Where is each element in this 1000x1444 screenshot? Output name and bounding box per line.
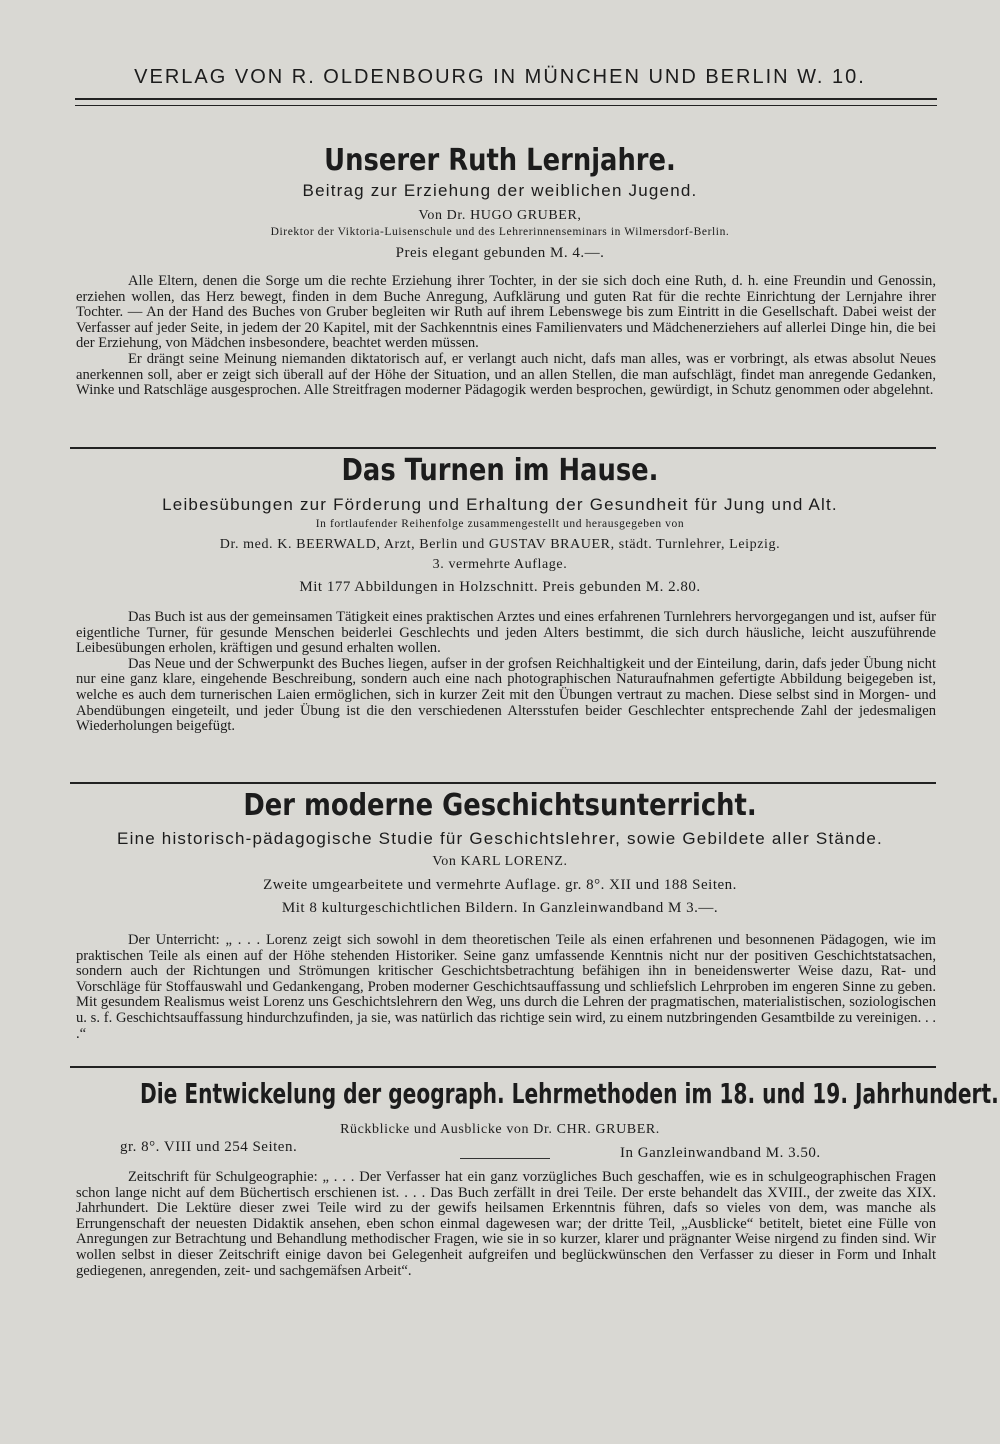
book1-paragraph: Alle Eltern, denen die Sorge um die rechte Erziehung ihrer Tochter, in der sie sich doch eine Ruth, d. h. eine Freundin und Genossin, erziehen wollen, das Herz bewegt, finden in dem Buche Anregung, Aufklärung und guten Rat für die rechte Einrichtung der Lernjahre ihrer Tochter. — An der Hand des Buches von Gruber begleiten wir Ruth auf ihrem Lebenswege bis zum Eintritt in die Gesellschaft. Dabei weist der Verfasser auf jeder Seite, in jedem der 20 Kapitel, mit der Sachkenntnis eines Familienvaters und Mädchenerziehers auf allerlei Dinge hin, die bei der Erziehung, von Mädchen insbesondere, beachtet werden müssen.: [76, 273, 936, 352]
book2-paragraph: Das Buch ist aus der gemeinsamen Tätigkeit eines praktischen Arztes und eines erfahrenen Turnlehrers hervorgegangen und ist, aufser für eigentliche Turner, für gesunde Menschen beiderlei Geschlechts und jeden Alters bestimmt, die sich durch häusliche, leicht auszuführende Leibesübungen erholen, kräftigen und gesund erhalten wollen.: [76, 609, 936, 657]
section-rule: [70, 1066, 936, 1068]
book1-price: Preis elegant gebunden M. 4.—.: [395, 245, 605, 261]
book2-description: [76, 610, 936, 735]
book3-price: Mit 8 kulturgeschichtlichen Bildern. In Ganzleinwandband M 3.—.: [281, 900, 719, 916]
book3-edition: Zweite umgearbeitete und vermehrte Auflage. gr. 8°. XII und 188 Seiten.: [263, 877, 737, 893]
publisher-header: VERLAG VON R. OLDENBOURG IN MÜNCHEN UND BERLIN W. 10.: [134, 66, 866, 88]
section-rule: [70, 447, 936, 449]
book1-subtitle: Beitrag zur Erziehung der weiblichen Jugend.: [302, 181, 698, 200]
book2-compiled-note: In fortlaufender Reihenfolge zusammengestellt und herausgegeben von: [315, 518, 685, 530]
book4-title: Die Entwickelung der geograph. Lehrmethoden im 18. und 19. Jahrhundert.: [140, 1077, 999, 1110]
book3-author: Von KARL LORENZ.: [432, 854, 568, 869]
book3-review: [76, 933, 936, 1042]
book3-title: Der moderne Geschichtsunterricht.: [243, 788, 757, 823]
section-rule: [70, 782, 936, 784]
book3-subtitle: Eine historisch-pädagogische Studie für Geschichtslehrer, sowie Gebildete aller Stände.: [117, 829, 883, 848]
book1-author-note: Direktor der Viktoria-Luisenschule und des Lehrerinnenseminars in Wilmersdorf-Berlin.: [270, 226, 730, 238]
book2-title: Das Turnen im Hause.: [341, 453, 659, 488]
book1-paragraph: Er drängt seine Meinung niemanden diktatorisch auf, er verlangt auch nicht, dafs man alles, was er vorbringt, als etwas absolut Neues anerkennen soll, aber er zeigt sich überall auf der Höhe der Situation, und an allen Stellen, die man aufschlägt, findet man anregende Gedanken, Winke und Ratschläge ausgesprochen. Alle Streitfragen moderner Pädagogik werden besprochen, gewürdigt, in Schutz genommen oder abgelehnt.: [76, 350, 936, 399]
book4-pages: gr. 8°. VIII und 254 Seiten.: [120, 1139, 298, 1155]
book2-paragraph: Das Neue und der Schwerpunkt des Buches liegen, aufser in der grofsen Reichhaltigkeit und der Einteilung, darin, dafs jeder Übung nicht nur eine ganz klare, eingehende Beschreibung, sondern auch eine nach photographischen Naturaufnahmen gefertigte Abbildung beigegeben ist, welche es auch dem turnerischen Laien ermöglichen, sich in kurzer Zeit mit den Übungen vertraut zu machen. Diese selbst sind in Morgen- und Abendübungen eingeteilt, und jeder Übung ist die den verschiedenen Altersstufen beider Geschlechter entsprechende Zahl der jedesmaligen Wiederholungen beigefügt.: [76, 655, 936, 735]
book2-authors: Dr. med. K. BEERWALD, Arzt, Berlin und GUSTAV BRAUER, städt. Turnlehrer, Leipzig.: [219, 537, 781, 552]
book4-review-text: Zeitschrift für Schulgeographie: „ . . . Der Verfasser hat ein ganz vorzügliches Buch geschaffen, wie es in schulgeographischen Fragen schon lange nicht auf dem Büchertisch erschienen ist. . . . Das Buch zerfällt in drei Teile. Der erste behandelt das XVIII., der zweite das XIX. Jahrhundert. Die Lektüre dieser zwei Teile wird zu der gewifs heilsamen Erkenntnis führen, dafs so vieles von dem, was manche als Errungenschaft der neuesten Didaktik ansehen, eben schon einmal dagewesen war; der dritte Teil, „Ausblicke“ betitelt, bietet eine Fülle von Anregungen zur Betrachtung und Behandlung methodischer Fragen, wie sie in so kurzer, klarer und prägnanter Weise nirgend zu finden sind. Wir wollen selbst in dieser Zeitschrift einige davon bei Gelegenheit aufgreifen und beglückwünschen den Verfasser zu dieser in Form und Inhalt gediegenen, anregenden, zeit- und sachgemäfsen Arbeit“.: [76, 1169, 936, 1279]
divider: [460, 1158, 550, 1159]
book4-subtitle: Rückblicke und Ausblicke von Dr. CHR. GRUBER.: [340, 1122, 660, 1137]
book1-title: Unserer Ruth Lernjahre.: [324, 143, 676, 178]
book3-review-text: Der Unterricht: „ . . . Lorenz zeigt sich sowohl in dem theoretischen Teile als einen erfahrenen und besonnenen Pädagogen, wie im praktischen Teile als einen auf der Höhe stehenden Historiker. Seine ganz umfassende Kenntnis nicht nur der positiven Geschichtstatsachen, sondern auch der Richtungen und Strömungen kritischer Geschichtsbetrachtung befähigen ihn in beneidenswerter Weise dazu, Rat- und Vorschläge für Stoffauswahl und Gedankengang, Proben moderner Geschichtsauffassung und schliefslich Lehrproben im engeren Sinne zu geben. Mit gesundem Realismus weist Lorenz uns Geschichtslehrern den Weg, uns durch die Lehren der pragmatischen, materialistischen, soziologischen u. s. f. Geschichtsauffassung hindurchzufinden, ja sie, was natürlich das richtige sein wird, zu einem nutzbringenden Gesamtbilde zu vereinigen. . . .“: [76, 932, 936, 1042]
book2-price: Mit 177 Abbildungen in Holzschnitt. Preis gebunden M. 2.80.: [299, 579, 701, 595]
book4-price: In Ganzleinwandband M. 3.50.: [620, 1145, 821, 1161]
header-rule: [75, 98, 937, 106]
book1-author: Von Dr. HUGO GRUBER,: [418, 208, 582, 223]
book2-edition: 3. vermehrte Auflage.: [432, 557, 568, 572]
book1-description: [76, 274, 936, 399]
book4-review: [76, 1170, 936, 1279]
book2-subtitle: Leibesübungen zur Förderung und Erhaltung der Gesundheit für Jung und Alt.: [162, 495, 838, 514]
